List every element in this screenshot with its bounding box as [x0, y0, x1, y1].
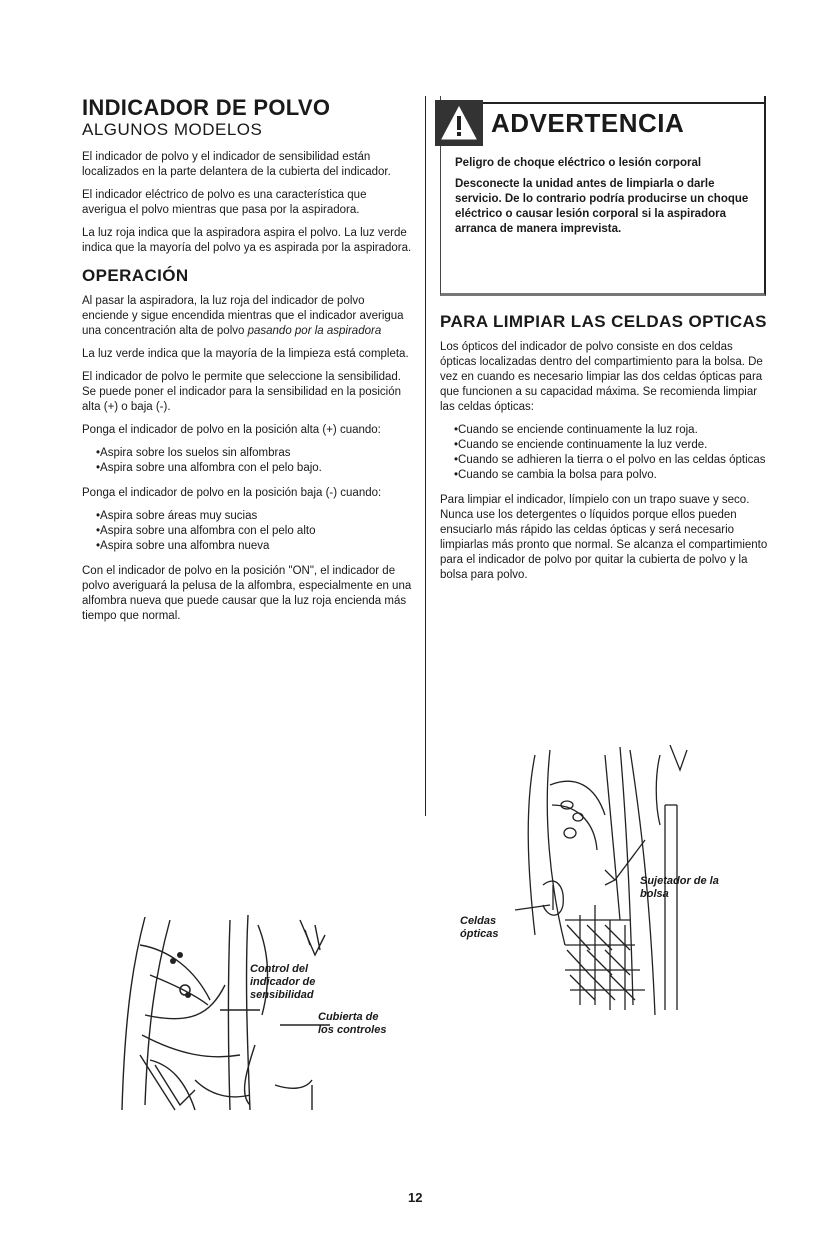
list-item: •Cuando se cambia la bolsa para polvo.: [454, 469, 657, 481]
control-sensitivity-label: Control del indicador de sensibilidad: [250, 963, 316, 1001]
warning-header: [441, 102, 764, 144]
list-item: •Cuando se adhieren la tierra o el polvo en las celdas ópticas: [454, 454, 766, 466]
warning-text: Desconecte la unidad antes de limpiarla o darle servicio. De lo contrario podría producirse un choque eléctrico o causar lesión corporal si la aspiradora arranca de manera imprevista.: [455, 178, 749, 235]
paragraph: Ponga el indicador de polvo en la posición baja (-) cuando:: [82, 487, 382, 499]
paragraph: Con el indicador de polvo en la posición "ON", el indicador de polvo averiguará la pelusa de la alfombra, especialmente en una alfombra nueva que puede causar que la luz roja encienda más tiempo que normal.: [82, 565, 412, 622]
paragraph: Para limpiar el indicador, límpielo con un trapo suave y seco. Nunca use los detergentes o líquidos porque ellos pueden ensuciarlo más rápido las celdas ópticas y será necesario limpiarlas más pronto que normal. Se alcanza el compartimiento para el indicador de polvo por quitar la cubierta de polvo y la bolsa para polvo.: [440, 494, 768, 581]
paragraph: La luz roja indica que la aspiradora aspira el polvo. La luz verde indica que la mayoría del polvo ya es aspirada por la aspiradora.: [82, 227, 412, 254]
section-title: INDICADOR DE POLVO: [82, 95, 331, 120]
low-sensitivity-list: [82, 509, 412, 554]
list-item: •Aspira sobre una alfombra con el pelo alto: [96, 525, 316, 537]
bag-compartment-illustration: [455, 745, 719, 1020]
list-item: •Aspira sobre los suelos sin alfombras: [96, 447, 291, 459]
cleaning-heading: PARA LIMPIAR LAS CELDAS OPTICAS: [440, 312, 767, 331]
page-number: 12: [408, 1190, 423, 1205]
list-item: •Cuando se enciende continuamente la luz roja.: [454, 424, 698, 436]
paragraph: El indicador de polvo le permite que seleccione la sensibilidad. Se puede poner el indicador para la sensibilidad en la posición alta (+) o baja (-).: [82, 371, 402, 413]
warning-title: ADVERTENCIA: [491, 107, 685, 138]
paragraph: Ponga el indicador de polvo en la posición alta (+) cuando:: [82, 424, 381, 436]
italic-span: pasando por la aspiradora: [247, 325, 382, 337]
column-divider: [425, 96, 426, 816]
bag-holder-label: Sujetador de la bolsa: [640, 875, 719, 900]
warning-triangle-icon: [435, 100, 483, 146]
control-cover-label: Cubierta de los controles: [318, 1011, 387, 1036]
paragraph: Los ópticos del indicador de polvo consiste en dos celdas ópticas localizadas dentro del compartimiento para la bolsa. De vez en cuando es necesario limpiar las dos celdas ópticas para que funcionen a su capacidad máxima. Se recomienda limpiar las celdas ópticas:: [440, 341, 763, 413]
text-span: Al pasar la aspiradora, la luz roja del indicador de polvo enciende y sigue encendida mientras que el indicador averigua una concentración alta de polvo: [82, 295, 404, 337]
list-item: •Aspira sobre una alfombra nueva: [96, 540, 270, 552]
control-panel-illustration: [100, 915, 420, 1115]
list-item: •Cuando se enciende continuamente la luz verde.: [454, 439, 708, 451]
warning-triangle-shape: [440, 105, 478, 141]
operation-heading: OPERACIÓN: [82, 266, 189, 285]
cleaning-list: [440, 423, 770, 483]
paragraph: La luz verde indica que la mayoría de la limpieza está completa.: [82, 348, 409, 360]
warning-box: [440, 96, 766, 296]
warning-body: [455, 156, 755, 243]
high-sensitivity-list: [82, 446, 412, 476]
paragraph: El indicador de polvo y el indicador de sensibilidad están localizados en la parte delantera de la cubierta del indicador.: [82, 151, 391, 178]
paragraph: El indicador eléctrico de polvo es una característica que averigua el polvo mientras que pasa por la aspiradora.: [82, 189, 367, 216]
paragraph: [82, 294, 412, 339]
right-column: [440, 96, 770, 591]
list-item: •Aspira sobre áreas muy sucias: [96, 510, 258, 522]
section-subtitle: ALGUNOS MODELOS: [82, 120, 263, 139]
list-item: •Aspira sobre una alfombra con el pelo bajo.: [96, 462, 322, 474]
warning-text: Peligro de choque eléctrico o lesión corporal: [455, 157, 702, 169]
left-column: [82, 96, 412, 632]
optical-cells-label: Celdas ópticas: [460, 915, 499, 940]
